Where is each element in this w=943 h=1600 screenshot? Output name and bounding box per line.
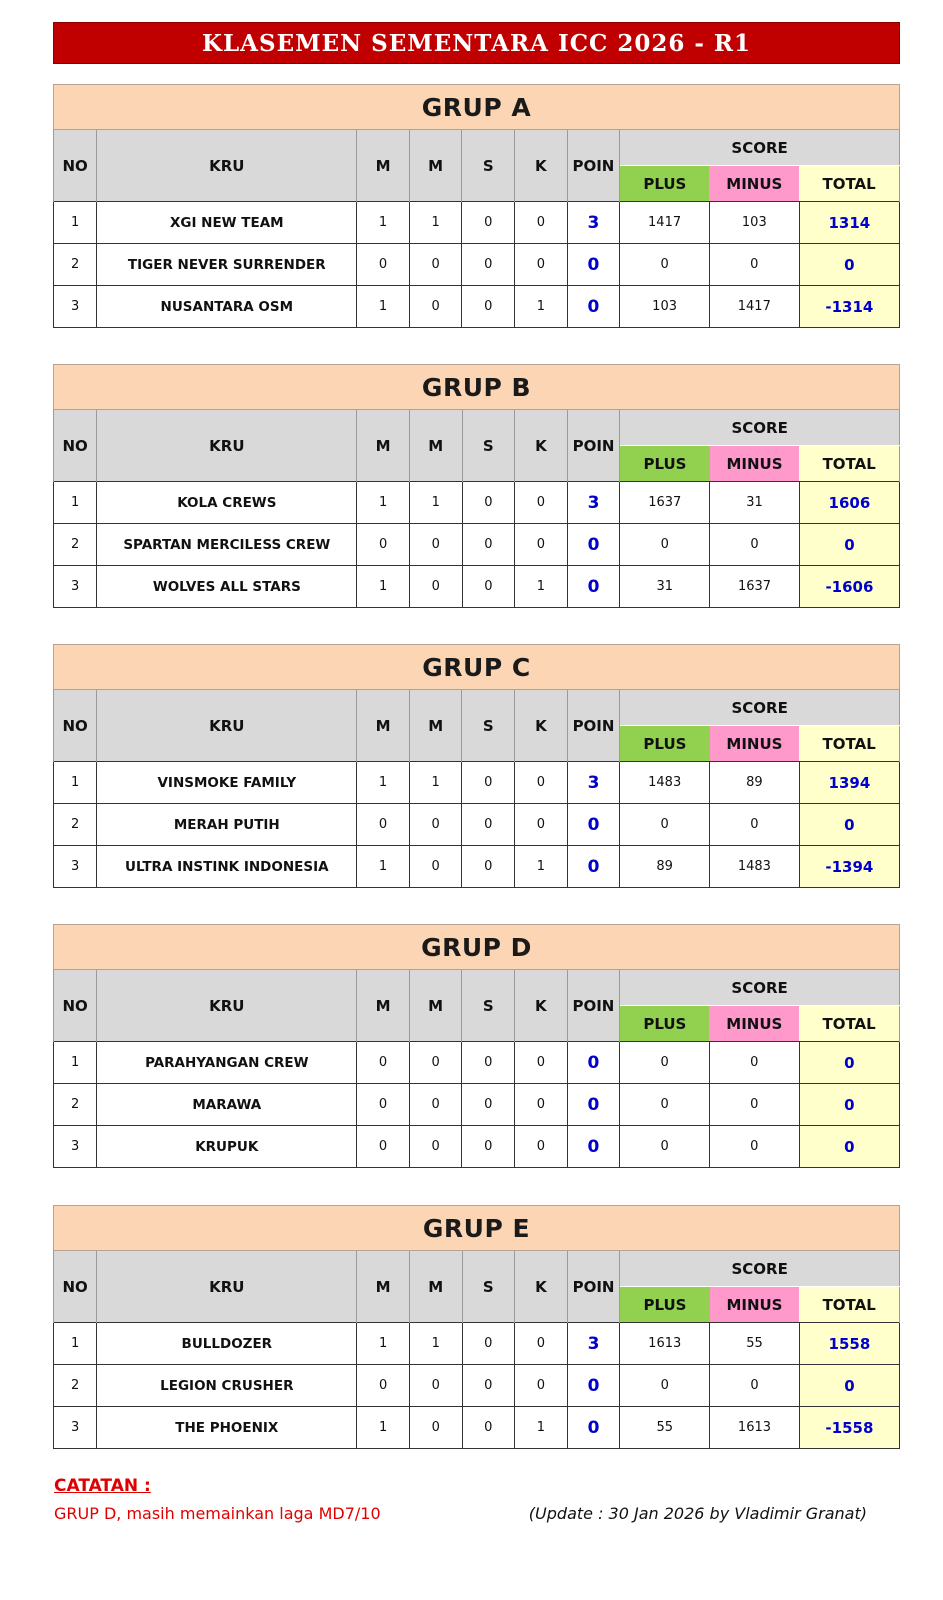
header-m2: M [409,130,462,202]
cell-m1: 0 [357,1126,410,1168]
header-minus: MINUS [710,726,800,762]
cell-total: 0 [799,1084,899,1126]
cell-poin: 0 [567,804,620,846]
cell-m1: 1 [357,566,410,608]
cell-total: 1606 [799,482,899,524]
cell-no: 1 [54,1323,97,1365]
cell-total: -1314 [799,286,899,328]
header-s: S [462,410,515,482]
cell-k: 1 [515,286,568,328]
header-plus: PLUS [620,166,710,202]
cell-s: 0 [462,286,515,328]
header-total: TOTAL [799,446,899,482]
cell-m1: 0 [357,1042,410,1084]
cell-s: 0 [462,1042,515,1084]
cell-no: 3 [54,1407,97,1449]
header-k: K [515,130,568,202]
cell-total: 0 [799,244,899,286]
table-row [54,286,900,328]
header-score: SCORE [620,410,900,446]
header-poin: POIN [567,410,620,482]
table-row [54,1126,900,1168]
header-kru: KRU [97,410,357,482]
header-no: NO [54,130,97,202]
cell-plus: 0 [620,1042,710,1084]
cell-no: 2 [54,1365,97,1407]
cell-no: 2 [54,244,97,286]
cell-s: 0 [462,1407,515,1449]
cell-s: 0 [462,1126,515,1168]
cell-plus: 1637 [620,482,710,524]
cell-m1: 1 [357,202,410,244]
cell-total: -1394 [799,846,899,888]
cell-k: 1 [515,1407,568,1449]
cell-total: -1558 [799,1407,899,1449]
header-m1: M [357,1251,410,1323]
header-m1: M [357,410,410,482]
header-plus: PLUS [620,1006,710,1042]
cell-minus: 1637 [710,566,800,608]
notes-label: CATATAN : [54,1476,151,1496]
cell-k: 0 [515,1126,568,1168]
cell-m2: 0 [409,846,462,888]
cell-plus: 0 [620,524,710,566]
cell-m1: 0 [357,804,410,846]
table-row [54,482,900,524]
cell-kru: KRUPUK [97,1126,357,1168]
cell-plus: 89 [620,846,710,888]
cell-total: 0 [799,804,899,846]
header-poin: POIN [567,1251,620,1323]
cell-m2: 0 [409,1084,462,1126]
cell-k: 1 [515,846,568,888]
header-no: NO [54,410,97,482]
cell-s: 0 [462,1323,515,1365]
cell-s: 0 [462,244,515,286]
cell-s: 0 [462,1084,515,1126]
cell-minus: 1483 [710,846,800,888]
table-row [54,1084,900,1126]
cell-poin: 0 [567,1084,620,1126]
cell-poin: 0 [567,846,620,888]
header-no: NO [54,1251,97,1323]
cell-m1: 1 [357,846,410,888]
cell-kru: LEGION CRUSHER [97,1365,357,1407]
cell-k: 0 [515,804,568,846]
cell-poin: 3 [567,482,620,524]
cell-kru: MARAWA [97,1084,357,1126]
table-row [54,202,900,244]
cell-poin: 0 [567,524,620,566]
cell-k: 0 [515,202,568,244]
header-s: S [462,1251,515,1323]
cell-no: 1 [54,482,97,524]
cell-poin: 0 [567,286,620,328]
header-plus: PLUS [620,446,710,482]
header-no: NO [54,970,97,1042]
cell-total: -1606 [799,566,899,608]
cell-m2: 0 [409,1126,462,1168]
cell-kru: KOLA CREWS [97,482,357,524]
header-s: S [462,690,515,762]
header-score: SCORE [620,690,900,726]
cell-m1: 0 [357,524,410,566]
group-name: GRUP B [54,365,900,410]
cell-total: 1394 [799,762,899,804]
cell-s: 0 [462,846,515,888]
cell-m2: 0 [409,286,462,328]
cell-poin: 3 [567,762,620,804]
table-row [54,524,900,566]
cell-k: 0 [515,524,568,566]
header-k: K [515,690,568,762]
header-poin: POIN [567,970,620,1042]
cell-s: 0 [462,762,515,804]
cell-plus: 55 [620,1407,710,1449]
cell-s: 0 [462,566,515,608]
cell-total: 0 [799,1126,899,1168]
cell-no: 3 [54,1126,97,1168]
standings-table [53,1205,900,1449]
header-m2: M [409,1251,462,1323]
cell-total: 0 [799,524,899,566]
header-s: S [462,970,515,1042]
cell-s: 0 [462,804,515,846]
cell-k: 0 [515,762,568,804]
group-name: GRUP A [54,85,900,130]
cell-poin: 0 [567,1407,620,1449]
header-total: TOTAL [799,1006,899,1042]
header-plus: PLUS [620,726,710,762]
cell-kru: NUSANTARA OSM [97,286,357,328]
header-k: K [515,1251,568,1323]
cell-m1: 1 [357,762,410,804]
cell-m1: 0 [357,1365,410,1407]
cell-m1: 1 [357,482,410,524]
cell-minus: 0 [710,524,800,566]
cell-k: 0 [515,1042,568,1084]
cell-kru: TIGER NEVER SURRENDER [97,244,357,286]
cell-minus: 0 [709,1126,799,1168]
cell-s: 0 [462,1365,515,1407]
cell-no: 3 [54,846,97,888]
header-m2: M [409,690,462,762]
cell-poin: 3 [567,202,620,244]
cell-no: 2 [54,524,97,566]
cell-total: 1558 [799,1323,899,1365]
header-score: SCORE [620,1251,900,1287]
cell-m2: 0 [409,1042,462,1084]
cell-plus: 1483 [620,762,710,804]
cell-m2: 1 [409,1323,462,1365]
cell-k: 1 [515,566,568,608]
group-name: GRUP C [54,645,900,690]
cell-plus: 0 [620,1365,710,1407]
group-name: GRUP D [54,925,900,970]
cell-m1: 0 [357,1084,410,1126]
cell-k: 0 [515,1365,568,1407]
cell-m2: 1 [409,482,462,524]
header-total: TOTAL [799,726,899,762]
standings-table [53,924,900,1168]
header-kru: KRU [97,970,357,1042]
cell-minus: 0 [710,1365,800,1407]
cell-no: 1 [54,762,97,804]
cell-kru: SPARTAN MERCILESS CREW [97,524,357,566]
header-no: NO [54,690,97,762]
cell-kru: PARAHYANGAN CREW [97,1042,357,1084]
cell-kru: BULLDOZER [97,1323,357,1365]
cell-total: 1314 [799,202,899,244]
cell-plus: 31 [620,566,710,608]
cell-plus: 0 [620,804,710,846]
group-table [53,924,900,1168]
cell-kru: VINSMOKE FAMILY [97,762,357,804]
header-k: K [515,970,568,1042]
cell-no: 2 [54,804,97,846]
cell-m2: 0 [409,804,462,846]
table-row [54,1323,900,1365]
cell-k: 0 [515,1084,568,1126]
standings-table [53,644,900,888]
header-minus: MINUS [710,446,800,482]
cell-s: 0 [462,524,515,566]
header-poin: POIN [567,690,620,762]
cell-kru: WOLVES ALL STARS [97,566,357,608]
cell-m2: 0 [409,1407,462,1449]
cell-k: 0 [515,482,568,524]
cell-minus: 1417 [709,286,799,328]
group-name: GRUP E [54,1206,900,1251]
table-row [54,762,900,804]
cell-total: 0 [799,1042,899,1084]
cell-poin: 0 [567,244,620,286]
cell-s: 0 [462,482,515,524]
group-table [53,644,900,888]
cell-plus: 0 [620,244,710,286]
table-row [54,566,900,608]
cell-minus: 89 [710,762,800,804]
cell-minus: 0 [709,1084,799,1126]
table-row [54,804,900,846]
header-s: S [462,130,515,202]
cell-plus: 1613 [620,1323,710,1365]
header-kru: KRU [97,1251,357,1323]
cell-minus: 55 [710,1323,800,1365]
cell-m2: 1 [409,762,462,804]
cell-m2: 0 [409,244,462,286]
cell-plus: 0 [620,1084,710,1126]
header-m2: M [409,970,462,1042]
cell-kru: ULTRA INSTINK INDONESIA [97,846,357,888]
header-m1: M [357,690,410,762]
header-total: TOTAL [799,1287,899,1323]
cell-plus: 1417 [620,202,710,244]
cell-poin: 0 [567,1126,620,1168]
cell-minus: 0 [709,1042,799,1084]
cell-no: 3 [54,286,97,328]
cell-m1: 0 [357,244,410,286]
cell-poin: 3 [567,1323,620,1365]
cell-no: 2 [54,1084,97,1126]
cell-plus: 0 [620,1126,710,1168]
header-m1: M [357,970,410,1042]
standings-table [53,84,900,328]
cell-k: 0 [515,244,568,286]
header-m2: M [409,410,462,482]
cell-m2: 0 [409,524,462,566]
header-total: TOTAL [799,166,899,202]
cell-no: 1 [54,1042,97,1084]
cell-m1: 1 [357,286,410,328]
table-row [54,1407,900,1449]
header-k: K [515,410,568,482]
cell-minus: 0 [710,804,800,846]
cell-s: 0 [462,202,515,244]
table-row [54,244,900,286]
cell-m1: 1 [357,1323,410,1365]
header-kru: KRU [97,130,357,202]
cell-m2: 0 [409,1365,462,1407]
group-table [53,1205,900,1449]
header-score: SCORE [620,130,900,166]
cell-m1: 1 [357,1407,410,1449]
cell-poin: 0 [567,1042,620,1084]
cell-k: 0 [515,1323,568,1365]
cell-kru: THE PHOENIX [97,1407,357,1449]
page-title: KLASEMEN SEMENTARA ICC 2026 - R1 [53,22,900,64]
table-row [54,1042,900,1084]
notes-text: GRUP D, masih memainkan laga MD7/10 [54,1504,381,1523]
table-row [54,1365,900,1407]
header-minus: MINUS [709,166,799,202]
header-minus: MINUS [709,1006,799,1042]
cell-minus: 1613 [710,1407,800,1449]
header-score: SCORE [620,970,900,1006]
header-poin: POIN [567,130,620,202]
cell-poin: 0 [567,1365,620,1407]
cell-plus: 103 [620,286,710,328]
cell-kru: MERAH PUTIH [97,804,357,846]
header-plus: PLUS [620,1287,710,1323]
cell-kru: XGI NEW TEAM [97,202,357,244]
cell-poin: 0 [567,566,620,608]
cell-minus: 31 [710,482,800,524]
header-m1: M [357,130,410,202]
update-info: (Update : 30 Jan 2026 by Vladimir Granat) [528,1504,867,1523]
cell-total: 0 [799,1365,899,1407]
standings-table [53,364,900,608]
cell-m2: 1 [409,202,462,244]
table-row [54,846,900,888]
cell-no: 1 [54,202,97,244]
group-table [53,84,900,328]
cell-minus: 103 [709,202,799,244]
header-kru: KRU [97,690,357,762]
group-table [53,364,900,608]
cell-no: 3 [54,566,97,608]
cell-minus: 0 [709,244,799,286]
header-minus: MINUS [710,1287,800,1323]
cell-m2: 0 [409,566,462,608]
